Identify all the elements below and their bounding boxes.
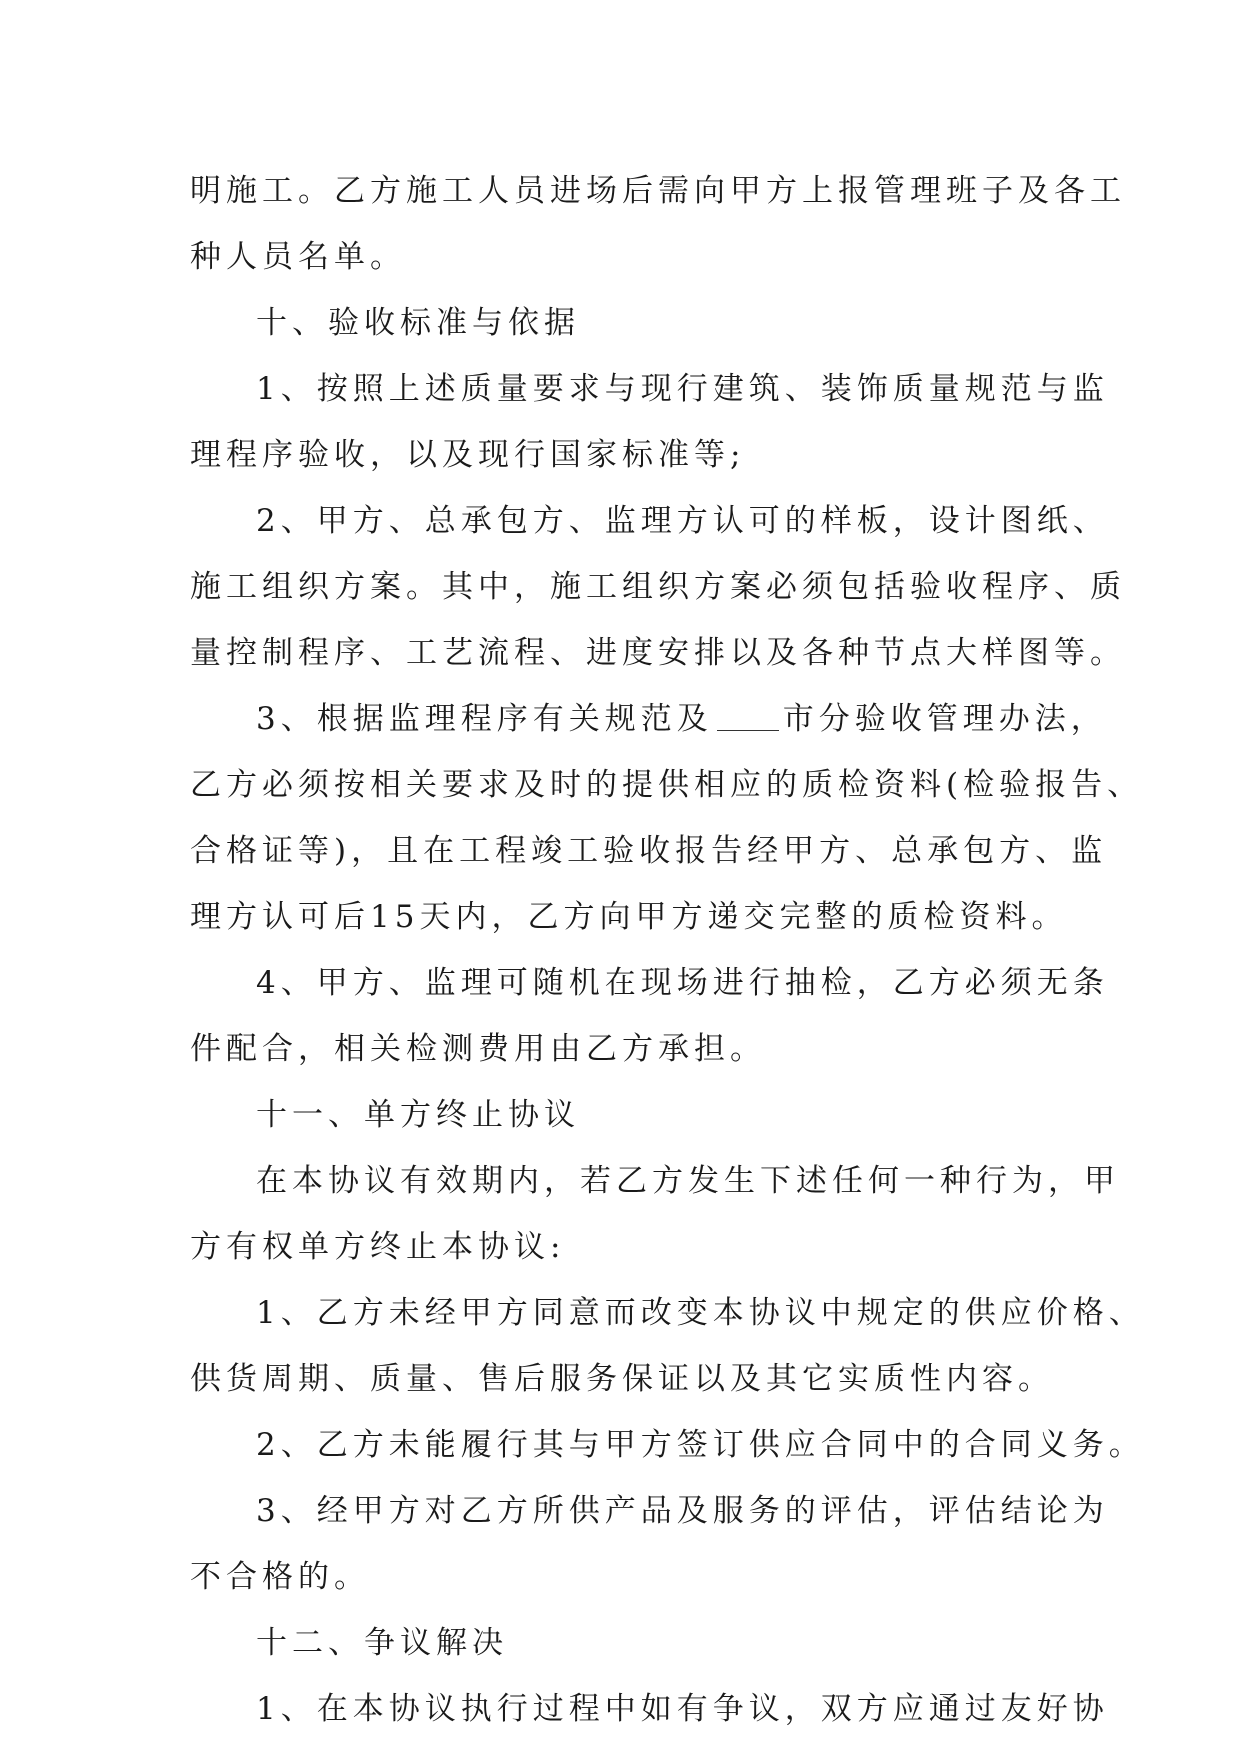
section-heading: 十、验收标准与依据 [256, 305, 580, 341]
text-line: 2、甲方、总承包方、监理方认可的样板，设计图纸、 [256, 503, 1109, 539]
section-heading: 十一、单方终止协议 [256, 1097, 580, 1133]
text-line: 施工组织方案。其中，施工组织方案必须包括验收程序、质 [190, 569, 1126, 605]
text-line: 明施工。乙方施工人员进场后需向甲方上报管理班子及各工 [190, 173, 1126, 209]
document-body [190, 158, 1145, 1742]
text-line: 1、按照上述质量要求与现行建筑、装饰质量规范与监 [256, 371, 1109, 407]
text-line: 合格证等)，且在工程竣工验收报告经甲方、总承包方、监 [190, 833, 1108, 869]
text-line: 量控制程序、工艺流程、进度安排以及各种节点大样图等。 [190, 635, 1126, 671]
text-line: 1、在本协议执行过程中如有争议，双方应通过友好协 [256, 1691, 1109, 1727]
fill-in-blank [717, 706, 779, 731]
text-line: 在本协议有效期内，若乙方发生下述任何一种行为，甲 [256, 1163, 1120, 1199]
text-line: 供货周期、质量、售后服务保证以及其它实质性内容。 [190, 1361, 1054, 1397]
text-line: 方有权单方终止本协议: [190, 1229, 566, 1265]
text-segment: 3、根据监理程序有关规范及 [256, 701, 713, 737]
text-segment: 市分验收管理办法， [782, 701, 1107, 737]
text-line: 2、乙方未能履行其与甲方签订供应合同中的合同义务。 [256, 1427, 1145, 1463]
text-line: 理方认可后15天内，乙方向甲方递交完整的质检资料。 [190, 899, 1068, 935]
text-line: 种人员名单。 [190, 239, 406, 275]
text-line: 乙方必须按相关要求及时的提供相应的质检资料(检验报告、 [190, 767, 1144, 803]
text-line: 件配合，相关检测费用由乙方承担。 [190, 1031, 766, 1067]
text-line: 不合格的。 [190, 1559, 370, 1595]
section-heading: 十二、争议解决 [256, 1625, 508, 1661]
text-line: 3、经甲方对乙方所供产品及服务的评估，评估结论为 [256, 1493, 1109, 1529]
text-line: 理程序验收，以及现行国家标准等; [190, 437, 746, 473]
text-line: 1、乙方未经甲方同意而改变本协议中规定的供应价格、 [256, 1295, 1145, 1331]
text-line-with-blank [190, 686, 1107, 752]
text-line: 4、甲方、监理可随机在现场进行抽检，乙方必须无条 [256, 965, 1109, 1001]
